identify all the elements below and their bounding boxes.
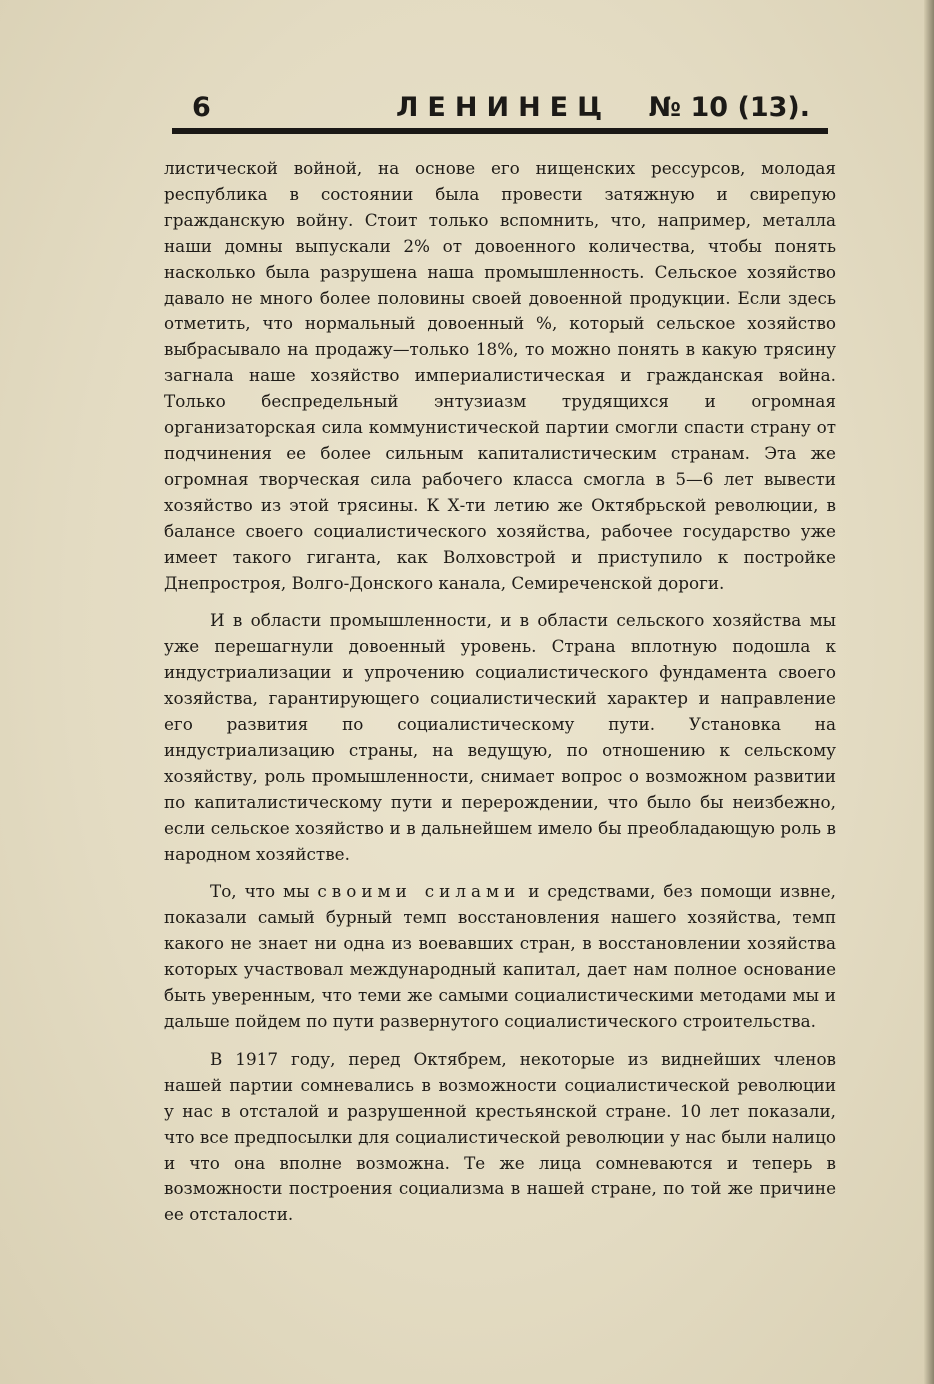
paragraph-4: В 1917 году, перед Октябрем, некоторые из виднейших членов нашей партии сомневались в возможности социалистической революции у нас в отсталой и разрушенной крестьянской стране. 10 лет показали, что все предпосылки для социалистической революции у нас были налицо и что она вполне возможна. Те же лица сомневаются и теперь в возможности построения социализма в нашей стране, по той же причине ее отсталости. (164, 1048, 836, 1225)
page-number: 6 (192, 92, 211, 123)
page-edge-shadow (924, 0, 934, 1384)
running-header (172, 88, 828, 128)
publication-title: ЛЕНИНЕЦ (396, 92, 612, 123)
paragraph-3-start: То, что мы (210, 881, 318, 902)
paragraph-3-emphasis: своими силами (317, 881, 521, 902)
header-rule (172, 128, 828, 134)
article-body (164, 156, 836, 1228)
paragraph-2: И в области промышленности, и в области сельского хозяйства мы уже перешагнули довоенный уровень. Страна вплотную подошла к индустриализации и упрочению социалистического фундамента своего хозяйства, гарантирующего социалистический характер и направление его развития по социалистическому пути. Установка на индустриализацию страны, на ведущую, по отношению к сельскому хозяйству, роль промышленности, снимает вопрос о возможном развитии по капиталистическому пути и перерождении, что было бы неизбежно, если сельское хозяйство и в дальнейшем имело бы преобладающую роль в народном хозяйстве. (164, 610, 836, 864)
paragraph-3-end: и средствами, без помощи извне, показали самый бурный темп восстановления нашего хозяйства, темп какого не знает ни одна из воевавших стран, в восстановлении хозяйства которых участвовал международный капитал, дает нам полное основание быть уверенным, что теми же самыми социалистическими методами мы и дальше пойдем по пути развернутого социалистического строительства. (164, 881, 836, 1031)
paragraph-1: листической войной, на основе его нищенских рессурсов, молодая республика в состоянии была провести затяжную и свирепую гражданскую войну. Стоит только вспомнить, что, например, металла наши домны выпускали 2% от довоенного количества, чтобы понять насколько была разрушена наша промышленность. Сельское хозяйство давало не много более половины своей довоенной продукции. Если здесь отметить, что нормальный довоенный %, который сельское хозяйство выбрасывало на продажу—только 18%, то можно понять в какую трясину загнала наше хозяйство империалистическая и гражданская война. Только беспредельный энтузиазм трудящихся и огромная организаторская сила коммунистической партии смогли спасти страну от подчинения ее более сильным капиталистическим странам. Эта же огромная творческая сила рабочего класса смогла в 5—6 лет вывести хозяйство из этой трясины. К Х-ти летию же Октябрьской революции, в балансе своего социалистического хозяйства, рабочее государство уже имеет такого гиганта, как Волховстрой и приступило к постройке Днепростроя, Волго-Донского канала, Семиреченской дороги. (164, 158, 836, 593)
paragraph-3 (164, 879, 836, 1034)
issue-number: № 10 (13). (648, 92, 810, 123)
